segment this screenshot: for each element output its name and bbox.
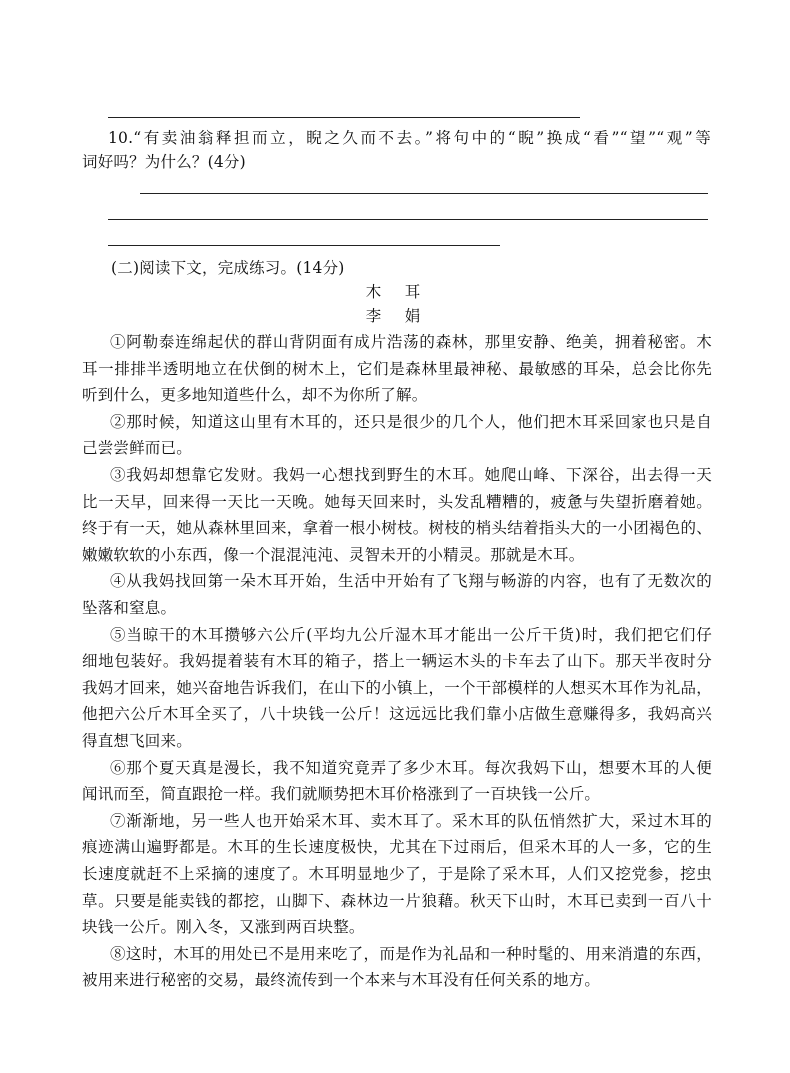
paragraph-3-line: 终于有一天，她从森林里回来，拿着一根小树枝。树枝的梢头结着指头大的一小团褐色的、 xyxy=(82,519,712,537)
answer-rule xyxy=(140,193,708,194)
paragraph-1-line: ①阿勒泰连绵起伏的群山背阴面有成片浩荡的森林，那里安静、绝美，拥着秘密。木 xyxy=(110,333,712,351)
paragraph-8-line: ⑧这时，木耳的用处已不是用来吃了，而是作为礼品和一种时髦的、用来消遣的东西， xyxy=(110,945,712,963)
paragraph-7-line: 草。只要是能卖钱的都挖，山脚下、森林边一片狼藉。秋天下山时，木耳已卖到一百八十 xyxy=(82,892,712,910)
paragraph-4-line: 坠落和窒息。 xyxy=(82,599,177,617)
article-title: 木 耳 xyxy=(365,283,425,301)
paragraph-3-line: ③我妈却想靠它发财。我妈一心想找到野生的木耳。她爬山峰、下深谷，出去得一天 xyxy=(110,466,712,484)
paragraph-1-line: 听到什么，更多地知道些什么，却不为你所了解。 xyxy=(82,386,428,404)
paragraph-6-line: ⑥那个夏天真是漫长，我不知道究竟弄了多少木耳。每次我妈下山，想要木耳的人便 xyxy=(110,759,712,777)
paragraph-4-line: ④从我妈找回第一朵木耳开始，生活中开始有了飞翔与畅游的内容，也有了无数次的 xyxy=(110,572,712,590)
paragraph-7-line: 块钱一公斤。刚入冬，又涨到两百块整。 xyxy=(82,918,365,936)
paragraph-2-line: 己尝尝鲜而已。 xyxy=(82,439,192,457)
paragraph-6-line: 闻讯而至，简直跟抢一样。我们就顺势把木耳价格涨到了一百块钱一公斤。 xyxy=(82,785,601,803)
question-10-line-2: 词好吗？为什么？(4分) xyxy=(82,153,246,171)
paragraph-2-line: ②那时候，知道这山里有木耳的，还只是很少的几个人，他们把木耳采回家也只是自 xyxy=(110,413,712,431)
answer-rule xyxy=(108,219,708,220)
paragraph-3-line: 比一天早，回来得一天比一天晚。她每天回来时，头发乱糟糟的，疲惫与失望折磨着她。 xyxy=(82,493,712,511)
paragraph-7-line: 痕迹满山遍野都是。木耳的生长速度极快，尤其在下过雨后，但采木耳的人一多，它的生 xyxy=(82,838,712,856)
paragraph-8-line: 被用来进行秘密的交易，最终流传到一个本来与木耳没有任何关系的地方。 xyxy=(82,971,601,989)
paragraph-5-line: 细地包装好。我妈提着装有木耳的箱子，搭上一辆运木头的卡车去了山下。那天半夜时分 xyxy=(82,652,712,670)
paragraph-7-line: ⑦渐渐地，另一些人也开始采木耳、卖木耳了。采木耳的队伍悄然扩大，采过木耳的 xyxy=(110,812,712,830)
paragraph-5-line: 我妈才回来，她兴奋地告诉我们，在山下的小镇上，一个干部模样的人想买木耳作为礼品， xyxy=(82,679,712,697)
paragraph-5-line: 得直想飞回来。 xyxy=(82,732,192,750)
question-10-line-1: 10.“有卖油翁释担而立，睨之久而不去。”将句中的“睨”换成“看”“望”“观”等 xyxy=(108,129,711,147)
paragraph-5-line: ⑤当晾干的木耳攒够六公斤(平均九公斤湿木耳才能出一公斤干货)时，我们把它们仔 xyxy=(110,626,712,644)
section-intro: (二)阅读下文，完成练习。(14分) xyxy=(111,259,345,277)
paragraph-3-line: 嫩嫩软软的小东西，像一个混混沌沌、灵智未开的小精灵。那就是木耳。 xyxy=(82,546,585,564)
paragraph-5-line: 他把六公斤木耳全买了，八十块钱一公斤！这远远比我们靠小店做生意赚得多，我妈高兴 xyxy=(82,705,712,723)
article-author: 李 娟 xyxy=(365,307,425,325)
paragraph-1-line: 耳一排排半透明地立在伏倒的树木上，它们是森林里最神秘、最敏感的耳朵，总会比你先 xyxy=(82,360,712,378)
answer-rule xyxy=(108,245,500,246)
answer-rule xyxy=(108,117,580,118)
paragraph-7-line: 长速度就赶不上采摘的速度了。木耳明显地少了，于是除了采木耳，人们又挖党参，挖虫 xyxy=(82,865,712,883)
